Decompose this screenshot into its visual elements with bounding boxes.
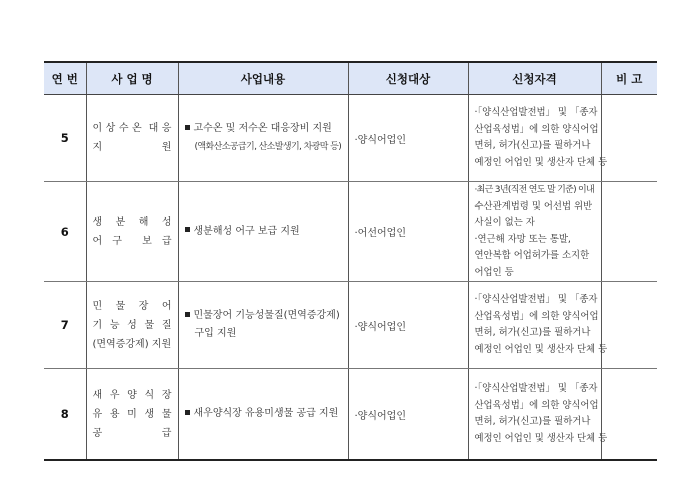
program-content bbox=[178, 182, 348, 282]
program-name-char: 용 bbox=[109, 408, 120, 420]
program-name-char: 성 bbox=[127, 319, 137, 331]
content-main-text: 민물장어 기능성물질(면역증강제) bbox=[193, 310, 340, 321]
program-name-char: 물 bbox=[144, 319, 155, 331]
program-name bbox=[86, 282, 178, 369]
program-name-char: (면역증강제) 지원 bbox=[92, 338, 172, 350]
qualification-line: 산업육성법」에 의한 양식어업 bbox=[474, 310, 599, 322]
header-number: 연 번 bbox=[44, 62, 86, 95]
square-bullet-icon bbox=[185, 125, 190, 130]
qualification-line: 산업육성법」에 의한 양식어업 bbox=[474, 399, 599, 411]
program-name-char: 물 bbox=[115, 300, 126, 312]
eligible-target-text: ·양식어업인 bbox=[354, 134, 406, 146]
content-main-text: 생분해성 어구 보급 지원 bbox=[193, 225, 300, 237]
program-name bbox=[86, 95, 178, 182]
row-number: 8 bbox=[44, 369, 86, 461]
eligible-target bbox=[348, 95, 468, 182]
header-qualification: 신청자격 bbox=[468, 62, 601, 95]
program-name-char: 어 bbox=[161, 300, 172, 312]
content-sub-text: (액화산소공급기, 산소발생기, 차광막 등) bbox=[194, 142, 342, 152]
program-name-char: 우 bbox=[109, 389, 120, 401]
remarks bbox=[601, 182, 657, 282]
program-name-char: 질 bbox=[161, 319, 172, 331]
eligible-target-text: ·양식어업인 bbox=[354, 410, 406, 422]
content-sub-text: 구입 지원 bbox=[194, 328, 237, 339]
content-main bbox=[185, 307, 344, 325]
program-name-char: 어 bbox=[92, 235, 103, 247]
program-name-char: 기 bbox=[92, 319, 103, 331]
eligible-target bbox=[348, 369, 468, 461]
program-name-line bbox=[93, 119, 172, 138]
program-name-line bbox=[93, 232, 172, 251]
content-main bbox=[185, 405, 344, 423]
eligible-target bbox=[348, 182, 468, 282]
header-eligible-target: 신청대상 bbox=[348, 62, 468, 95]
qualification-line: ·최근 3년(직전 연도 말 기준) 이내 bbox=[474, 185, 595, 195]
remarks bbox=[601, 95, 657, 182]
qualification-line: 예정인 어업인 및 생산자 단체 등 bbox=[474, 156, 608, 168]
program-content bbox=[178, 369, 348, 461]
qualification-line: ·「양식산업발전법」 및 「종자 bbox=[474, 294, 598, 305]
program-name-line bbox=[93, 297, 172, 316]
program-name-char: 원 bbox=[161, 142, 172, 153]
qualification-line: 예정인 어업인 및 생산자 단체 등 bbox=[474, 343, 608, 355]
program-name-line bbox=[93, 424, 172, 443]
qualification-line: ·연근해 자망 또는 통발, bbox=[474, 233, 571, 245]
program-name-char: 이 bbox=[92, 123, 103, 134]
qualification-line: 산업육성법」에 의한 양식어업 bbox=[474, 123, 599, 135]
qualification bbox=[468, 369, 608, 461]
row-number: 6 bbox=[44, 182, 86, 282]
program-name bbox=[86, 182, 178, 282]
qualification-line: 면허, 허가(신고)를 필하거나 bbox=[474, 327, 591, 338]
qualification bbox=[468, 282, 608, 369]
table-row bbox=[44, 369, 657, 461]
program-name-char: 식 bbox=[144, 389, 155, 401]
program-name-char: 공 bbox=[92, 427, 103, 439]
content-main bbox=[185, 120, 344, 138]
header-remarks: 비 고 bbox=[601, 62, 657, 95]
program-name-char: 상 bbox=[105, 123, 116, 134]
program-name-char: 지 bbox=[92, 142, 103, 153]
program-name bbox=[86, 369, 178, 461]
qualification-line: ·「양식산업발전법」 및 「종자 bbox=[474, 107, 598, 118]
qualification-line: 예정인 어업인 및 생산자 단체 등 bbox=[474, 432, 608, 444]
square-bullet-icon bbox=[185, 312, 190, 317]
program-name-char: 성 bbox=[161, 216, 172, 228]
remarks bbox=[601, 282, 657, 369]
program-name-char: 수 bbox=[118, 123, 129, 134]
program-table bbox=[44, 61, 657, 461]
row-number: 5 bbox=[44, 95, 86, 182]
eligible-target-text: ·어선어업인 bbox=[354, 228, 406, 239]
remarks bbox=[601, 369, 657, 461]
program-name-line bbox=[93, 405, 172, 424]
square-bullet-icon bbox=[185, 227, 190, 232]
content-main bbox=[185, 223, 344, 241]
program-name-char: 응 bbox=[161, 123, 172, 134]
qualification bbox=[468, 95, 608, 182]
qualification-line: 수산관계법령 및 어선법 위반 bbox=[474, 200, 593, 212]
program-name-line bbox=[93, 138, 172, 157]
program-name-char: 장 bbox=[138, 300, 149, 312]
program-name-char: 급 bbox=[161, 235, 172, 247]
program-name-char: 생 bbox=[92, 216, 103, 228]
program-name-char: 분 bbox=[115, 216, 126, 228]
qualification bbox=[468, 182, 601, 282]
eligible-target bbox=[348, 282, 468, 369]
qualification-line: 어업인 등 bbox=[474, 266, 514, 278]
program-name-char: 능 bbox=[109, 319, 120, 331]
table-row bbox=[44, 182, 657, 282]
program-name-char: 급 bbox=[161, 427, 172, 439]
content-main-text: 새우양식장 유용미생물 공급 지원 bbox=[193, 408, 339, 419]
table-row bbox=[44, 95, 657, 182]
program-name-char: 미 bbox=[127, 408, 137, 420]
program-name-char: 해 bbox=[138, 216, 149, 228]
eligible-target-text: ·양식어업인 bbox=[354, 321, 406, 333]
program-name-char: 양 bbox=[127, 389, 137, 401]
program-name-line bbox=[93, 335, 172, 354]
program-name-char: 새 bbox=[92, 389, 103, 401]
qualification-line: 면허, 허가(신고)를 필하거나 bbox=[474, 140, 591, 151]
program-name-line bbox=[93, 316, 172, 335]
qualification-line: 연안복합 어업허가를 소지한 bbox=[474, 250, 590, 261]
program-content bbox=[178, 95, 348, 182]
qualification-line: 면허, 허가(신고)를 필하거나 bbox=[474, 416, 591, 427]
square-bullet-icon bbox=[185, 410, 190, 415]
program-name-char: 생 bbox=[144, 408, 155, 420]
program-name-char: 민 bbox=[92, 300, 103, 312]
program-name-line bbox=[93, 213, 172, 232]
program-name-char: 대 bbox=[148, 123, 159, 134]
header-program-name: 사 업 명 bbox=[86, 62, 178, 95]
program-name-char: 장 bbox=[161, 389, 172, 401]
program-name-char: 온 bbox=[131, 123, 142, 134]
qualification-line: 사실이 없는 자 bbox=[474, 217, 535, 228]
table-row bbox=[44, 282, 657, 369]
content-main-text: 고수온 및 저수온 대응장비 지원 bbox=[193, 123, 332, 134]
program-content bbox=[178, 282, 348, 369]
header-row bbox=[44, 62, 657, 95]
program-name-line bbox=[93, 386, 172, 405]
program-name-char: 유 bbox=[92, 408, 103, 420]
row-number: 7 bbox=[44, 282, 86, 369]
qualification-line: ·「양식산업발전법」 및 「종자 bbox=[474, 383, 598, 394]
header-program-content: 사업내용 bbox=[178, 62, 348, 95]
program-name-char: 물 bbox=[161, 408, 172, 420]
program-name-char: 보 bbox=[142, 235, 152, 247]
program-name-char: 구 bbox=[112, 235, 122, 247]
